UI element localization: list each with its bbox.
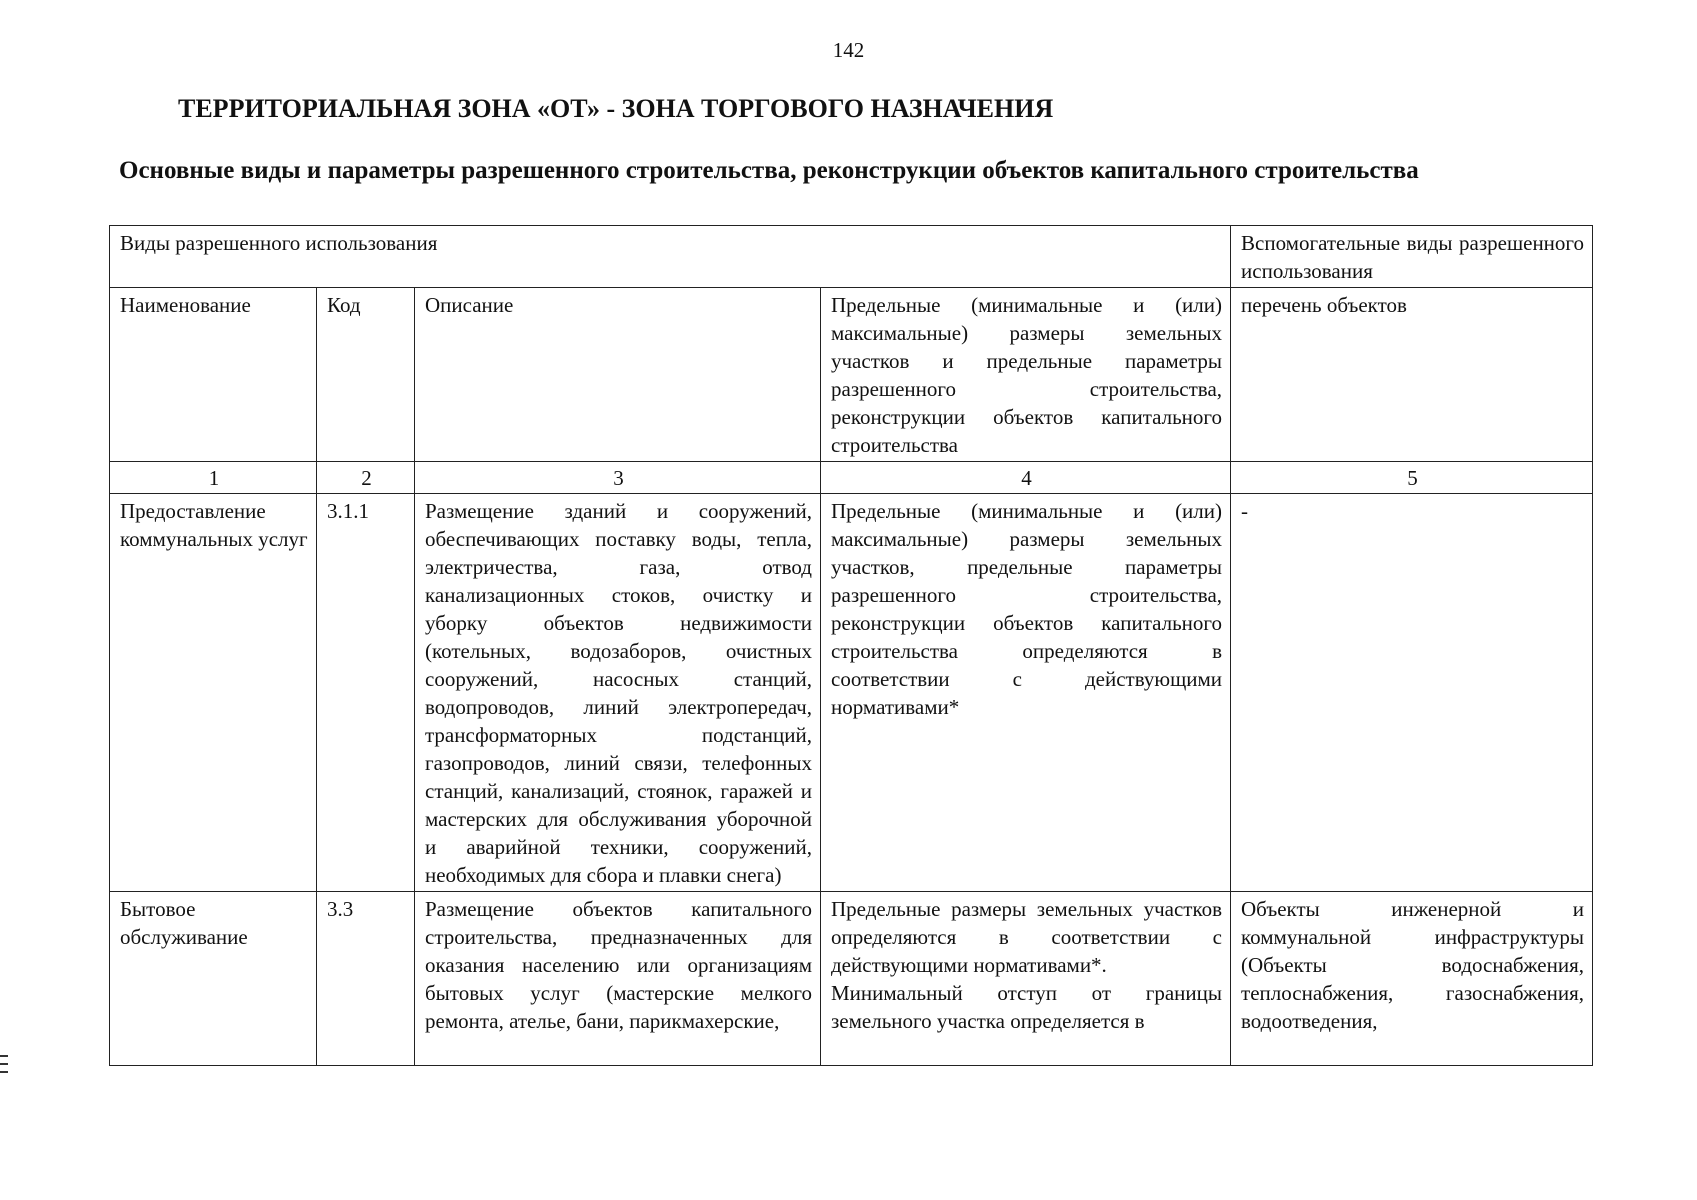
auxiliary-objects: Объекты инженерной и коммунальной инфраструктуры (Объекты водоснабжения, теплоснабжения, газоснабжения, водоотведения,: [1241, 897, 1585, 1033]
column-header-code: Код: [317, 288, 415, 462]
scan-mark: [0, 1055, 8, 1057]
column-header-objects: перечень объектов: [1231, 288, 1593, 462]
use-name: Предоставление коммунальных услуг: [110, 494, 317, 892]
auxiliary-objects-cell: [1231, 892, 1593, 1066]
column-header-description: Описание: [415, 288, 821, 462]
use-description: Размещение объектов капитального строительства, предназначенных для оказания населению или организациям бытовых услуг (мастерские мелкого ремонта, ателье, бани, парикмахерские,: [425, 897, 812, 1033]
margin-scan-marks: [0, 1055, 8, 1079]
column-header-name: Наименование: [110, 288, 317, 462]
use-parameters-wrap: [831, 895, 1222, 1063]
column-number: 2: [317, 462, 415, 494]
column-number: 1: [110, 462, 317, 494]
use-parameters-cell: [821, 892, 1231, 1066]
use-parameters: Предельные размеры земельных участков определяются в соответствии с действующими нормативами*.: [831, 897, 1223, 977]
regulations-table: [109, 225, 1593, 1066]
table-row: [110, 494, 1593, 892]
use-name: Бытовое обслуживание: [110, 892, 317, 1066]
use-parameters: Предельные (минимальные и (или) максимальные) размеры земельных участков, предельные параметры разрешенного строительства, реконструкции объектов капитального строительства определяются в соответствии с действующими нормативами*: [821, 494, 1231, 892]
column-number: 4: [821, 462, 1231, 494]
column-number: 3: [415, 462, 821, 494]
auxiliary-uses-header: Вспомогательные виды разрешенного использования: [1231, 226, 1593, 288]
column-header-row: [110, 288, 1593, 462]
use-code: 3.1.1: [317, 494, 415, 892]
zone-title: ТЕРРИТОРИАЛЬНАЯ ЗОНА «ОТ» - ЗОНА ТОРГОВОГО НАЗНАЧЕНИЯ: [178, 94, 1054, 123]
column-number: 5: [1231, 462, 1593, 494]
use-code: 3.3: [317, 892, 415, 1066]
use-description-cell: [415, 892, 821, 1066]
auxiliary-objects: -: [1231, 494, 1593, 892]
use-description: Размещение зданий и сооружений, обеспечивающих поставку воды, тепла, электричества, газа, отвод канализационных стоков, очистку и уборку объектов недвижимости (котельных, водозаборов, очистных сооружений, насосных станций, водопроводов, линий электропередач, трансформаторных подстанций, газопроводов, линий связи, телефонных станций, канализаций, стоянок, гаражей и мастерских для обслуживания уборочной и аварийной техники, сооружений, необходимых для сбора и плавки снега): [415, 494, 821, 892]
scan-mark: [0, 1071, 8, 1073]
scan-mark: [0, 1063, 8, 1065]
group-header-row: [110, 226, 1593, 288]
table-row: [110, 892, 1593, 1066]
use-parameters-setback: Минимальный отступ от границы земельного участка определяется в: [831, 981, 1223, 1033]
column-header-parameters: Предельные (минимальные и (или) максимальные) размеры земельных участков и предельные параметры разрешенного строительства, реконструкции объектов капитального строительства: [821, 288, 1231, 462]
column-number-row: [110, 462, 1593, 494]
page-number: 142: [832, 38, 865, 62]
section-heading: Основные виды и параметры разрешенного строительства, реконструкции объектов капитального строительства: [119, 157, 1419, 184]
main-uses-header: Виды разрешенного использования: [110, 226, 1231, 288]
